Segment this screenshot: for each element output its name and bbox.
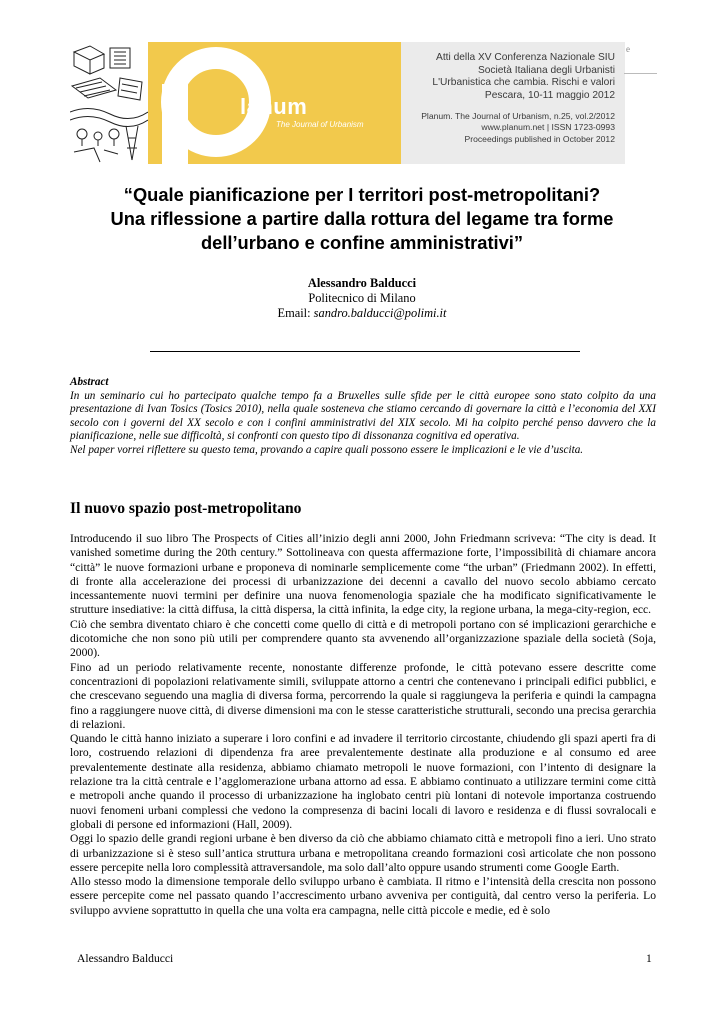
body-paragraph: Allo stesso modo la dimensione temporale dello sviluppo urbano è cambiata. Il ritmo e l’intensità della crescita non possono essere percepite come nel passato quando l’accrescimento urbano avveniva per contiguità, dal centro verso la periferia. Lo sviluppo avviene soprattutto in quella che una volta era campagna, nelle città piccole e medie, ed è solo xyxy=(70,875,656,917)
conference-info-panel xyxy=(401,42,625,164)
abstract-paragraph: In un seminario cui ho partecipato qualche tempo fa a Bruxelles sulle sfide per le città europee sono stato colpito da una presentazione di Ivan Tosics (Tosics 2010), nella quale sosteneva che stiamo cercando di governare la città e l’economia del XXI secolo con i governi del XX secolo e con i confini amministrativi del XIX secolo. Mi ha colpito perché penso davvero che la pianificazione, nelle sue difficoltà, si confronti con questo tipo di dissonanza cognitiva ed operativa. xyxy=(70,389,656,443)
conference-line: L'Urbanistica che cambia. Rischi e valori xyxy=(432,77,615,88)
planum-logo-panel xyxy=(148,42,401,164)
title-line: dell’urbano e confine amministrativi” xyxy=(200,232,524,253)
page-number: 1 xyxy=(646,952,652,965)
planum-logo-word: lanum xyxy=(240,94,308,119)
author-block xyxy=(0,276,724,321)
publication-line: www.planum.net | ISSN 1723-0993 xyxy=(481,122,615,133)
abstract-paragraph: Nel paper vorrei riflettere su questo tema, provando a capire quali possono essere le implicazioni e le vie d’uscita. xyxy=(70,443,584,456)
email-address-link[interactable]: sandro.balducci@polimi.it xyxy=(313,306,447,320)
title-divider xyxy=(150,351,580,352)
title-line: “Quale pianificazione per I territori post-metropolitani? xyxy=(123,184,601,205)
conference-line: Pescara, 10-11 maggio 2012 xyxy=(484,89,615,101)
body-paragraph: Fino ad un periodo relativamente recente, nonostante differenze profonde, le città potevano essere descritte come concentrazioni di popolazioni relativamente simili, sviluppate attorno a centri che contenevano i principali edifici pubblici, e che crescevano seguendo una maglia di diversa forma, percorrendo la quale si raggiungeva la periferia e quindi la campagna fino a raggiungere nuove città, di diverse dimensioni ma con le stesse caratteristiche strutturali, secondo una precisa gerarchia di relazioni. xyxy=(70,660,656,731)
publication-line: Proceedings published in October 2012 xyxy=(464,133,615,144)
header-banner xyxy=(70,42,625,164)
conference-lines xyxy=(432,52,615,102)
corner-mark: e xyxy=(626,44,630,54)
section-body xyxy=(70,532,656,918)
corner-divider xyxy=(624,73,657,74)
body-paragraph: Ciò che sembra diventato chiaro è che concetti come quello di città e di metropoli portano con sé implicazioni gerarchiche e dicotomiche che non sono più utili per comprendere quanto sta avvenendo all’organizzazione spaziale della società (Soja, 2000). xyxy=(70,617,656,660)
email-label: Email: xyxy=(277,306,314,320)
body-paragraph: Quando le città hanno iniziato a superare i loro confini e ad invadere il territorio circostante, chiudendo gli spazi aperti fra di loro, costruendo relazioni di dipendenza fra aree prevalentemente destinate alla produzione e al consumo ed aree prevalentemente destinate alla residenza, abbiamo chiamato metropoli le nuove formazioni, con l’intento di designare la relazione tra la città centrale e l’agglomerazione urbana attorno ad essa. E abbiamo continuato a utilizzare termini come città e metropoli anche quando il processo di urbanizzazione ha inglobato centri più lontani di notevole importanza costruendo nuovi fenomeni urbani complessi che vedono la compresenza di bacini locali di lavoro e residenza e di flussi sovralocali e globali di persone ed informazioni (Hall, 2009). xyxy=(70,732,656,831)
conference-line: Società Italiana degli Urbanisti xyxy=(477,64,615,76)
publication-lines xyxy=(421,111,615,145)
body-paragraph: Introducendo il suo libro The Prospects of Cities all’inizio degli anni 2000, John Friedmann scriveva: “The city is dead. It vanished sometime during the 20th century.” Sottolineava con questa affermazione forte, l’impossibilità di chiamare ancora “città” le nuove formazioni urbane e proponeva di nominarle semplicemente come “the urban” (Friedmann 2002). In effetti, di fronte alla accelerazione dei processi di urbanizzazione dei decenni a cavallo del nuovo secolo abbiamo cercato incessantemente nuovi termini per definire una nuova fenomenologia spaziale che ha modificato significativamente le strutture insediative: la città diffusa, la città dispersa, la città infinita, la edge city, la regione urbana, la mega-city-region, ecc. xyxy=(70,532,656,617)
author-name: Alessandro Balducci xyxy=(307,276,417,290)
abstract-heading: Abstract xyxy=(70,376,109,388)
author-email-line xyxy=(0,306,724,321)
body-paragraph: Oggi lo spazio delle grandi regioni urbane è ben diverso da ciò che abbiamo chiamato città e metropoli fino a ieri. Uno strato di urbanizzazione si è steso sull’antica struttura urbana e metropolitana creando formazioni così articolate che non possono essere percepite nella loro complessità attraversandole, ma solo dall’alto oppure usando strumenti come Google Earth. xyxy=(70,832,656,874)
section-heading: Il nuovo spazio post-metropolitano xyxy=(70,500,302,517)
title-line: Una riflessione a partire dalla rottura del legame tra forme xyxy=(110,208,614,229)
conference-line: Atti della XV Conferenza Nazionale SIU xyxy=(436,52,615,63)
urban-sketch-illustration xyxy=(70,42,148,164)
author-affiliation: Politecnico di Milano xyxy=(308,291,416,305)
abstract xyxy=(70,376,656,458)
publication-line: Planum. The Journal of Urbanism, n.25, vol.2/2012 xyxy=(421,111,615,121)
paper-title xyxy=(60,183,664,255)
footer-author: Alessandro Balducci xyxy=(77,952,174,965)
planum-logo-subtitle: The Journal of Urbanism xyxy=(276,120,364,129)
